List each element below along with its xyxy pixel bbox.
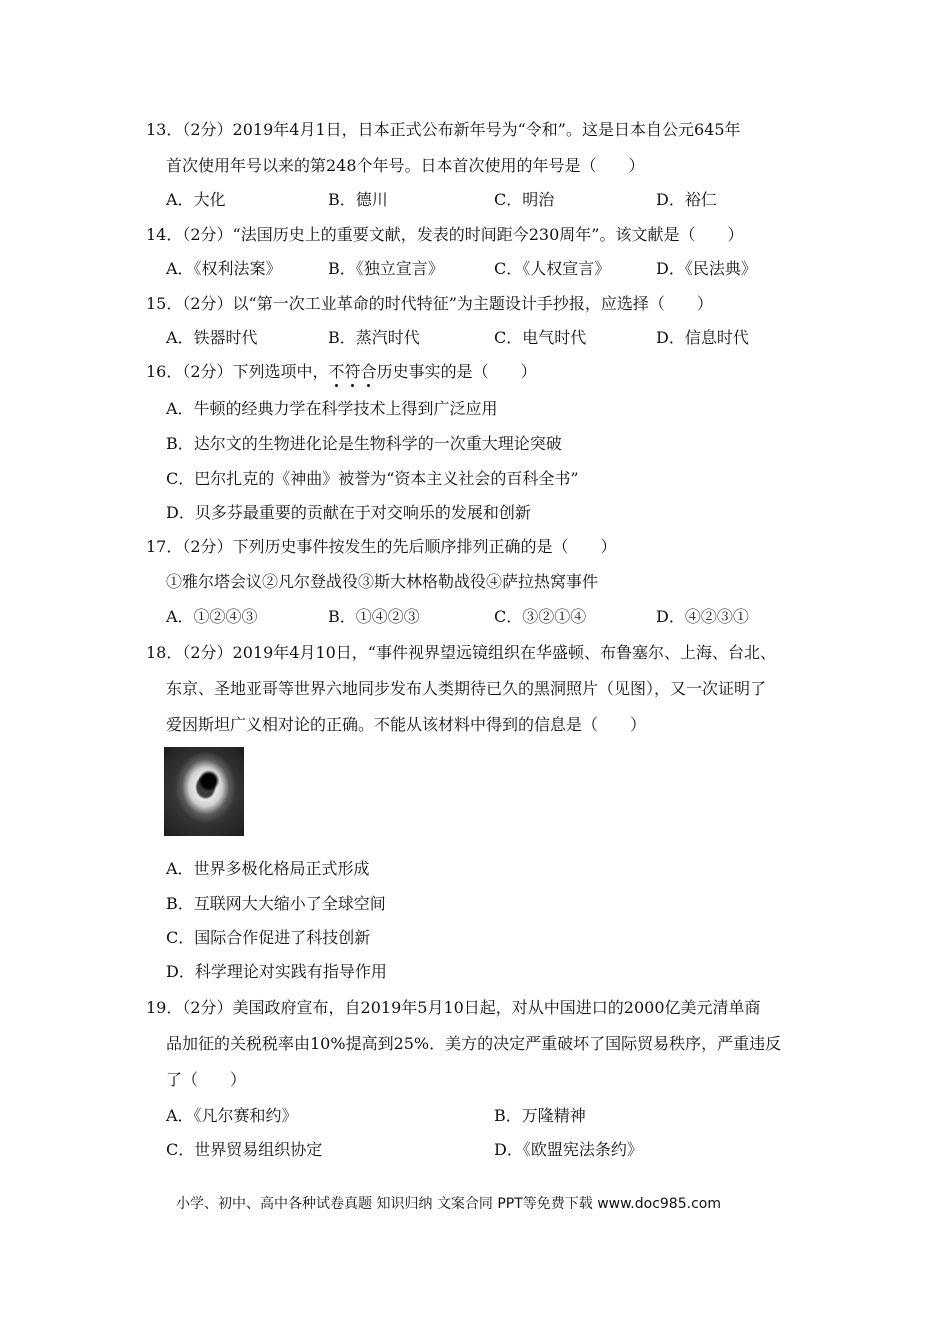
question-17-option-b: B．①④②③ (328, 607, 420, 626)
question-13-option-a: A．大化 (166, 190, 226, 209)
emphasis-char: 符 (344, 362, 361, 381)
emphasis-char: 不 (328, 362, 345, 381)
question-19-stem-line-1: 19．（2分）美国政府宣布，自2019年5月10日起，对从中国进口的2000亿美元清单商 (146, 998, 761, 1017)
question-17-stem: 17．（2分）下列历史事件按发生的先后顺序排列正确的是（ ） (146, 537, 617, 556)
question-14-option-c: C．《人权宣言》 (494, 259, 611, 278)
question-14-option-a: A．《权利法案》 (166, 259, 282, 278)
question-19-stem-line-3: 了（ ） (166, 1070, 247, 1089)
question-18-stem-line-3: 爱因斯坦广义相对论的正确。不能从该材料中得到的信息是（ ） (166, 715, 647, 734)
question-15-stem: 15．（2分）以“第一次工业革命的时代特征”为主题设计手抄报，应选择（ ） (146, 294, 713, 313)
question-17-option-c: C．③②①④ (494, 607, 587, 626)
question-17-events: ①雅尔塔会议②凡尔登战役③斯大林格勒战役④萨拉热窝事件 (166, 572, 599, 591)
question-14-option-d: D．《民法典》 (656, 259, 757, 278)
question-13-stem-line-1: 13．（2分）2019年4月1日，日本正式公布新年号为“令和”。这是日本自公元645年 (146, 120, 741, 139)
question-13-stem-line-2: 首次使用年号以来的第248个年号。日本首次使用的年号是（ ） (166, 156, 645, 175)
question-19-option-b: B．万隆精神 (494, 1106, 586, 1125)
footer-text: 小学、初中、高中各种试卷真题 知识归纳 文案合同 PPT等免费下载 www.doc985.com (176, 1196, 721, 1212)
black-hole-image (164, 747, 244, 836)
question-15-option-a: A．铁器时代 (166, 328, 258, 347)
question-16-option-a: A．牛顿的经典力学在科学技术上得到广泛应用 (166, 399, 498, 418)
question-16-stem-prefix: 16．（2分）下列选项中， (146, 362, 329, 381)
question-16-stem (146, 362, 537, 382)
question-15-option-b: B．蒸汽时代 (328, 328, 420, 347)
question-18-option-a: A．世界多极化格局正式形成 (166, 859, 370, 878)
question-19-option-d: D．《欧盟宪法条约》 (494, 1140, 643, 1159)
question-14-option-b: B．《独立宣言》 (328, 259, 444, 278)
question-18-stem-line-1: 18．（2分）2019年4月10日，“事件视界望远镜组织在华盛顿、布鲁塞尔、上海、台北、 (146, 643, 776, 662)
question-16-stem-suffix: 历史事实的是（ ） (376, 362, 537, 381)
question-15-option-d: D．信息时代 (656, 328, 749, 347)
question-18-option-c: C．国际合作促进了科技创新 (166, 928, 371, 947)
question-15-option-c: C．电气时代 (494, 328, 587, 347)
question-17-option-d: D．④②③① (656, 607, 749, 626)
question-13-option-d: D．裕仁 (656, 190, 717, 209)
question-16-option-d: D．贝多芬最重要的贡献在于对交响乐的发展和创新 (166, 503, 531, 522)
question-16-option-b: B．达尔文的生物进化论是生物科学的一次重大理论突破 (166, 434, 562, 453)
question-14-stem: 14．（2分）“法国历史上的重要文献，发表的时间距今230周年”。该文献是（ ） (146, 225, 744, 244)
question-17-option-a: A．①②④③ (166, 607, 258, 626)
question-18-option-b: B．互联网大大缩小了全球空间 (166, 894, 386, 913)
question-19-stem-line-2: 品加征的关税税率由10%提高到25%．美方的决定严重破坏了国际贸易秩序，严重违反 (166, 1034, 782, 1053)
question-19-option-a: A．《凡尔赛和约》 (166, 1106, 298, 1125)
question-13-option-b: B．德川 (328, 190, 388, 209)
question-18-stem-line-2: 东京、圣地亚哥等世界六地同步发布人类期待已久的黑洞照片（见图），又一次证明了 (166, 679, 767, 698)
question-18-option-d: D．科学理论对实践有指导作用 (166, 962, 387, 981)
question-16-option-c: C．巴尔扎克的《神曲》被誉为“资本主义社会的百科全书” (166, 469, 579, 488)
emphasis-char: 合 (360, 362, 377, 381)
question-13-option-c: C．明治 (494, 190, 555, 209)
question-19-option-c: C．世界贸易组织协定 (166, 1140, 323, 1159)
